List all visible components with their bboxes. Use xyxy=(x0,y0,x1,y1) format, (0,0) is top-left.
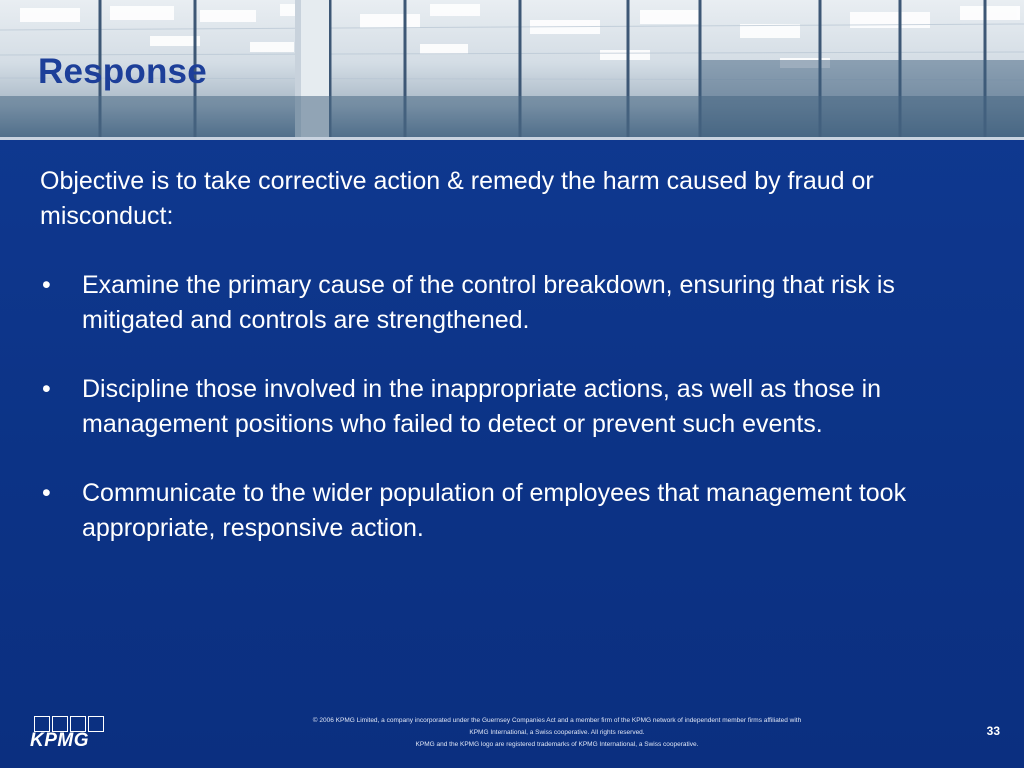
bullet-item xyxy=(40,268,1000,338)
legal-line: KPMG International, a Swiss cooperative. All rights reserved. xyxy=(469,729,645,736)
bullet-icon: • xyxy=(42,479,51,507)
bullet-item xyxy=(40,476,1000,546)
bullet-text: Examine the primary cause of the control breakdown, ensuring that risk is mitigated and controls are strengthened. xyxy=(82,271,895,334)
legal-line: © 2006 KPMG Limited, a company incorporated under the Guernsey Companies Act and a member firm of the KPMG network of independent member firms affiliated with xyxy=(312,717,802,724)
footer-legal xyxy=(260,715,854,751)
legal-line: KPMG and the KPMG logo are registered trademarks of KPMG International, a Swiss cooperative. xyxy=(415,741,699,748)
intro-text: Objective is to take corrective action & remedy the harm caused by fraud or misconduct: xyxy=(40,167,874,230)
bullet-icon: • xyxy=(42,375,51,403)
slide-body xyxy=(40,164,1000,580)
slide-title: Response xyxy=(38,52,207,91)
page-number: 33 xyxy=(986,724,1000,738)
bullet-icon: • xyxy=(42,271,51,299)
bullet-text: Communicate to the wider population of employees that management took appropriate, responsive action. xyxy=(82,479,907,542)
bullet-item xyxy=(40,372,1000,442)
logo-text: KPMG xyxy=(30,730,89,751)
bullet-text: Discipline those involved in the inappropriate actions, as well as those in management positions who failed to detect or prevent such events. xyxy=(82,375,882,438)
bullet-list xyxy=(40,268,1000,546)
kpmg-logo xyxy=(30,716,110,752)
header-divider xyxy=(0,137,1024,140)
